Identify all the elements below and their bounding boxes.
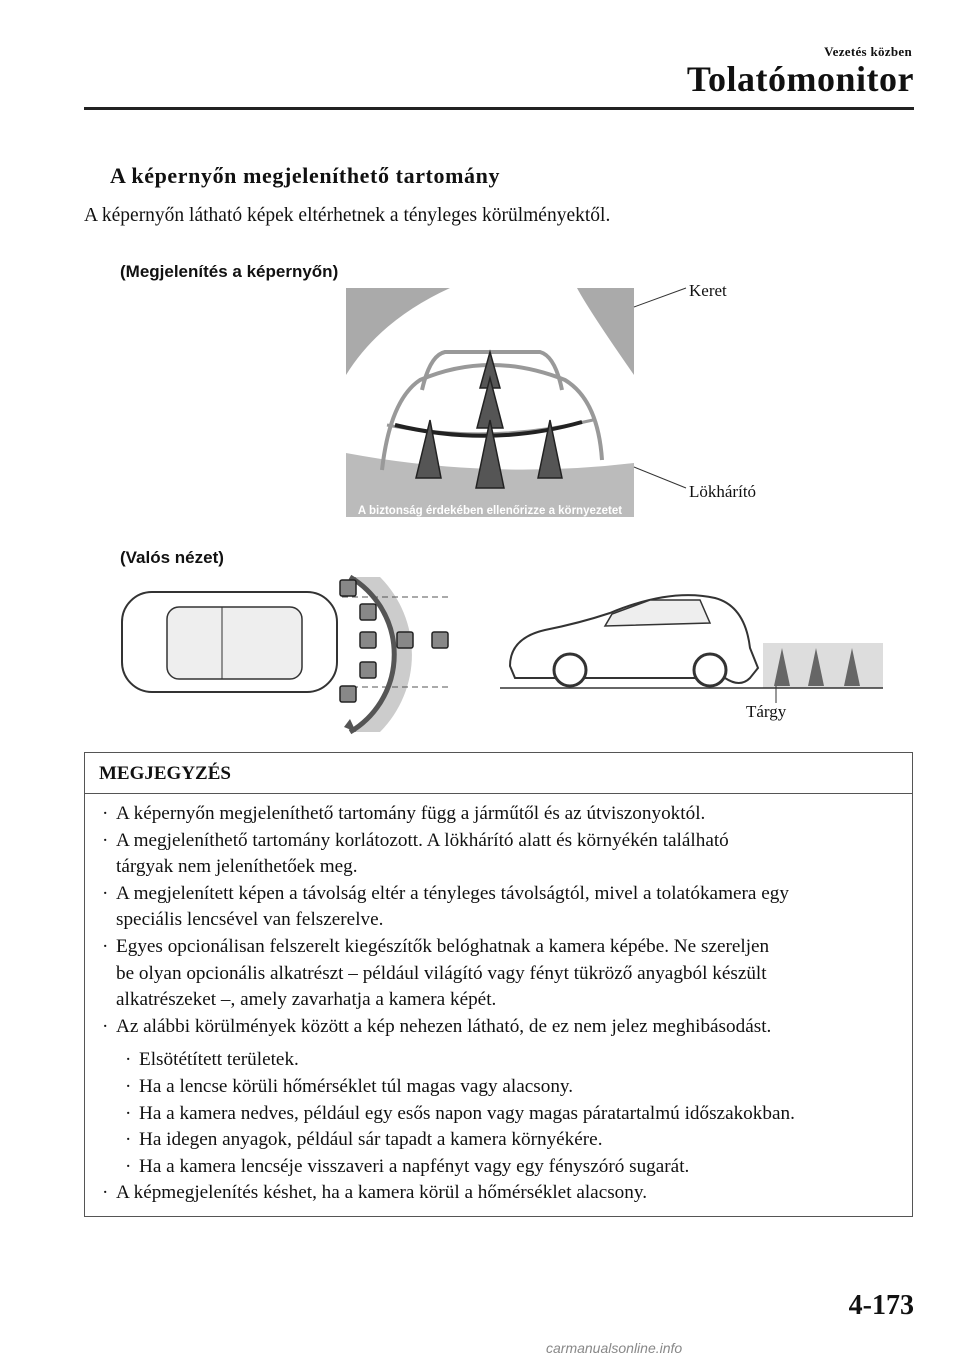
- object-marker-7: [340, 686, 356, 702]
- object-marker-5: [432, 632, 448, 648]
- note-item: · A képernyőn megjeleníthető tartomány függ a járműtől és az útviszonyoktól.: [102, 803, 706, 824]
- note-item: · Egyes opcionálisan felszerelt kiegészítők belóghatnak a kamera képébe. Ne szereljen: [102, 935, 770, 957]
- top-view-illustration: [112, 552, 472, 742]
- object-marker-1: [340, 580, 356, 596]
- frame-label: Keret: [689, 281, 727, 300]
- bumper-callout-line: [634, 467, 686, 488]
- header-section: Vezetés közben: [824, 44, 912, 59]
- page-number: 4-173: [848, 1290, 914, 1321]
- note-item-continued: alkatrészeket –, amely zavarhatja a kamera képét.: [116, 989, 497, 1011]
- real-view-label: (Valós nézet): [120, 548, 224, 567]
- note-item-continued: be olyan opcionális alkatrészt – például világító vagy fényt tükröző anyagból készült: [116, 962, 767, 984]
- car-side: [510, 595, 758, 686]
- object-marker-2: [360, 604, 376, 620]
- frame-corner-right: [577, 288, 634, 375]
- note-box: [84, 752, 913, 1217]
- note-item: · A megjeleníthető tartomány korlátozott. A lökhárító alatt és környékén található: [102, 829, 729, 851]
- screen-warning-text: A biztonság érdekében ellenőrizze a környezetet: [357, 505, 623, 517]
- object-marker-4: [397, 632, 413, 648]
- object-marker-6: [360, 662, 376, 678]
- note-subitem: · Ha a lencse körüli hőmérséklet túl magas vagy alacsony.: [125, 1075, 574, 1097]
- frame-callout-line: [634, 288, 686, 307]
- note-subitem: · Ha a kamera nedves, például egy esős napon vagy magas páratartalmú időszakokban.: [125, 1102, 795, 1124]
- note-item: · Az alábbi körülmények között a kép nehezen látható, de ez nem jelez meghibásodást.: [102, 1015, 772, 1037]
- page-title: Tolatómonitor: [686, 59, 914, 99]
- header-rule: [84, 107, 914, 110]
- section-title: A képernyőn megjeleníthető tartomány: [110, 163, 501, 188]
- object-marker-3: [360, 632, 376, 648]
- note-item: · A megjelenített képen a távolság eltér a tényleges távolságtól, mivel a tolatókamera egy: [102, 882, 789, 904]
- camera-range-area: [350, 577, 412, 732]
- note-subitem: · Ha a kamera lencséje visszaveri a napfényt vagy egy fényszóró sugarát.: [125, 1155, 690, 1177]
- note-item-continued: tárgyak nem jeleníthetőek meg.: [116, 856, 358, 878]
- display-label: (Megjelenítés a képernyőn): [120, 262, 339, 281]
- intro-text: A képernyőn látható képek eltérhetnek a tényleges körülményektől.: [84, 205, 611, 226]
- watermark: carmanualsonline.info: [546, 1340, 683, 1356]
- camera-display-illustration: [340, 280, 740, 530]
- object-label: Tárgy: [746, 702, 787, 721]
- note-subitem: · Elsötétített területek.: [125, 1049, 299, 1071]
- car-top: [122, 592, 337, 692]
- cone-near-center: [476, 420, 504, 488]
- note-item: · A képmegjelenítés késhet, ha a kamera körül a hőmérséklet alacsony.: [102, 1182, 648, 1204]
- note-item-continued: speciális lencsével van felszerelve.: [116, 909, 384, 931]
- bumper-label: Lökhárító: [689, 482, 757, 501]
- note-subitem: · Ha idegen anyagok, például sár tapadt a kamera környékére.: [125, 1129, 603, 1151]
- note-body: [85, 794, 912, 1207]
- side-view-illustration: [500, 578, 890, 718]
- note-heading: MEGJEGYZÉS: [85, 753, 912, 794]
